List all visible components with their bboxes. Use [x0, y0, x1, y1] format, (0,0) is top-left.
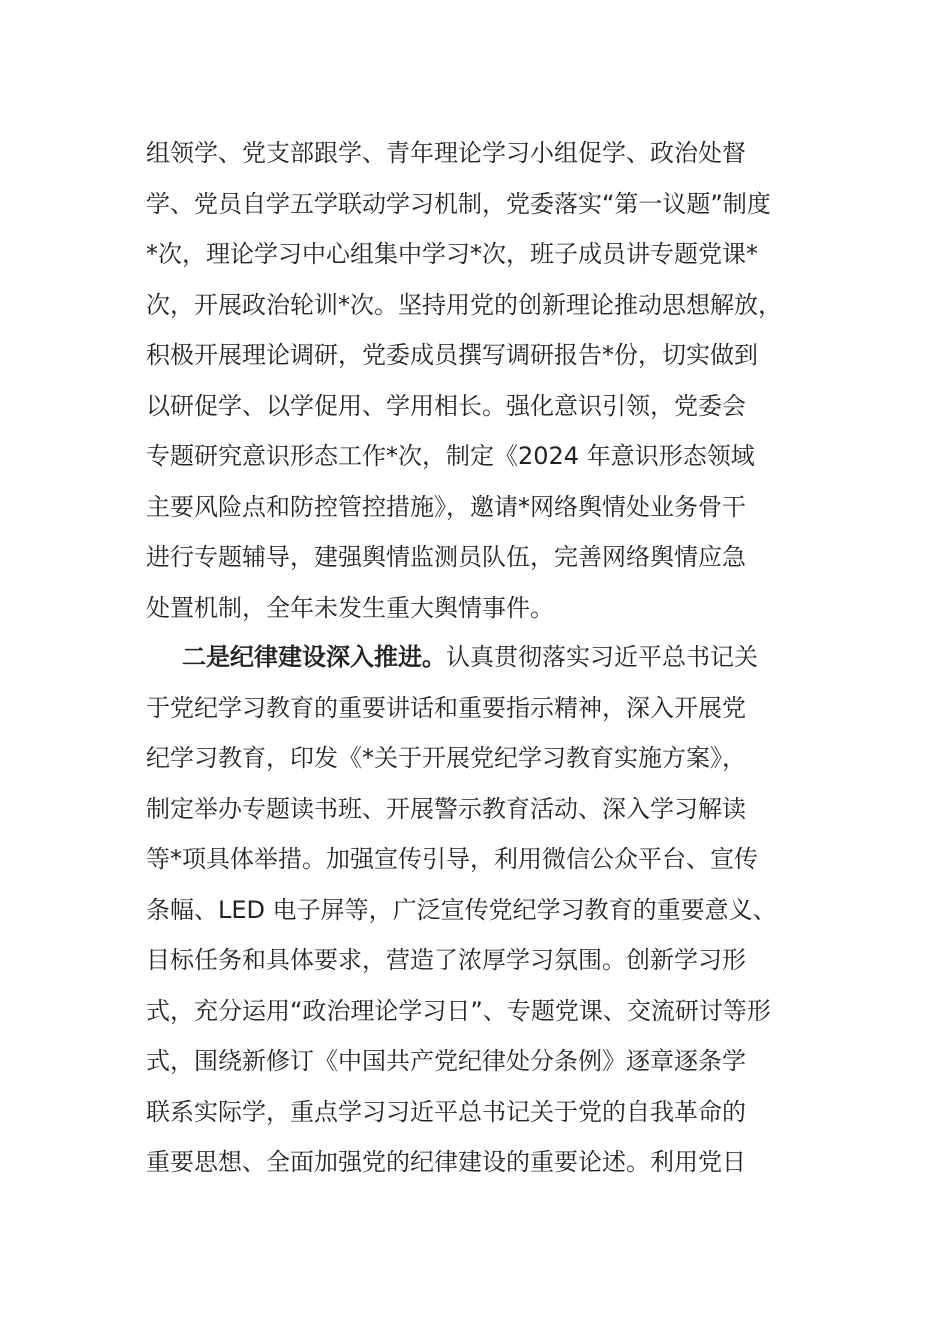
text-line: 以研促学、以学促用、学用相长。强化意识引领，党委会 — [146, 391, 746, 420]
text-line: 组领学、党支部跟学、青年理论学习小组促学、政治处督 — [146, 139, 746, 167]
text-line: 次，开展政治轮训*次。坚持用党的创新理论推动思想解放， — [146, 290, 782, 319]
text-line: 进行专题辅导，建强舆情监测员队伍，完善网络舆情应急 — [146, 543, 746, 571]
text-line: 于党纪学习教育的重要讲话和重要指示精神，深入开展党 — [146, 693, 746, 722]
text-line: 重要思想、全面加强党的纪律建设的重要论述。利用党日 — [146, 1148, 746, 1176]
text-line: 主要风险点和防控管控措施》，邀请*网络舆情处业务骨干 — [146, 492, 746, 521]
text-line: 目标任务和具体要求，营造了浓厚学习氛围。创新学习形 — [146, 946, 746, 974]
text-line: 纪学习教育，印发《*关于开展党纪学习教育实施方案》， — [146, 744, 746, 772]
text-line: 式，围绕新修订《中国共产党纪律处分条例》逐章逐条学 — [146, 1047, 746, 1075]
paragraph-discipline — [146, 632, 836, 1188]
text-line: 等*项具体举措。加强宣传引导，利用微信公众平台、宣传 — [146, 845, 758, 873]
paragraph-heading: 二是纪律建设深入推进。 — [182, 643, 446, 671]
text-line: 专题研究意识形态工作*次，制定《2024 年意识形态领域 — [146, 442, 755, 470]
paragraph-ideology — [146, 128, 836, 633]
heading-continuation: 认真贯彻落实习近平总书记关 — [446, 643, 758, 671]
text-line: 积极开展理论调研，党委成员撰写调研报告*份，切实做到 — [146, 341, 758, 369]
text-line: 制定举办专题读书班、开展警示教育活动、深入学习解读 — [146, 794, 746, 823]
paragraph-first-line — [146, 632, 836, 683]
text-line: *次，理论学习中心组集中学习*次，班子成员讲专题党课* — [146, 240, 758, 268]
text-line: 处置机制，全年未发生重大舆情事件。 — [146, 593, 554, 622]
text-line: 式，充分运用“政治理论学习日”、专题党课、交流研讨等形 — [146, 996, 771, 1025]
text-line: 条幅、LED 电子屏等，广泛宣传党纪学习教育的重要意义、 — [146, 895, 777, 924]
text-line: 学、党员自学五学联动学习机制，党委落实“第一议题”制度 — [146, 189, 771, 218]
text-line: 联系实际学，重点学习习近平总书记关于党的自我革命的 — [146, 1097, 746, 1126]
